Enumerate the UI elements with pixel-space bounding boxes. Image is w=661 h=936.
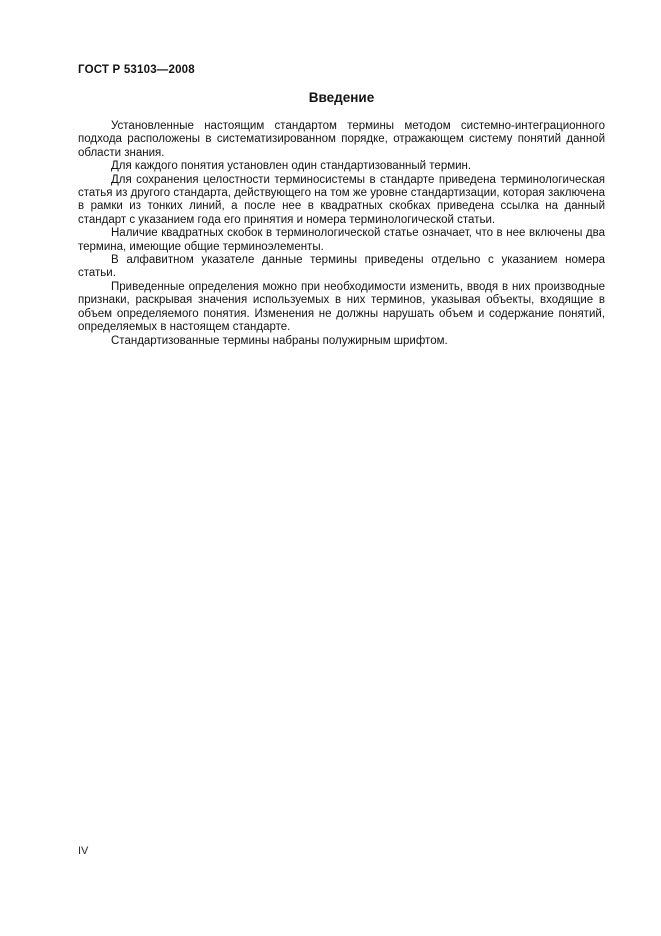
page-content bbox=[78, 64, 605, 348]
page-number: IV bbox=[78, 845, 89, 857]
paragraph: Установленные настоящим стандартом термины методом системно-интеграционного подхода расположены в систематизированном порядке, отражающем систему понятий данной области знания. bbox=[78, 120, 605, 159]
section-title: Введение bbox=[308, 90, 375, 105]
paragraph: Для каждого понятия установлен один стандартизованный термин. bbox=[111, 160, 472, 173]
paragraph: В алфавитном указателе данные термины приведены отдельно с указанием номера статьи. bbox=[78, 254, 605, 280]
paragraph: Наличие квадратных скобок в терминологической статье означает, что в нее включены два термина, имеющие общие терминоэлементы. bbox=[78, 227, 605, 253]
paragraph: Стандартизованные термины набраны полужирным шрифтом. bbox=[111, 334, 448, 347]
paragraph: Для сохранения целостности терминосистемы в стандарте приведена терминологическая статья из другого стандарта, действующего на том же уровне стандартизации, которая заключена в рамки из тонких линий, а после нее в квадратных скобках приведена ссылка на данный стандарт с указанием года его принятия и номера терминологической статьи. bbox=[78, 173, 605, 226]
document-code-header: ГОСТ Р 53103—2008 bbox=[78, 64, 195, 76]
paragraph: Приведенные определения можно при необходимости изменить, вводя в них производные признаки, раскрывая значения используемых в них терминов, указывая объекты, входящие в объем определяемого понятия. Изменения не должны нарушать объем и содержание понятий, определяемых в настоящем стандарте. bbox=[78, 280, 605, 334]
body-text bbox=[78, 120, 605, 348]
